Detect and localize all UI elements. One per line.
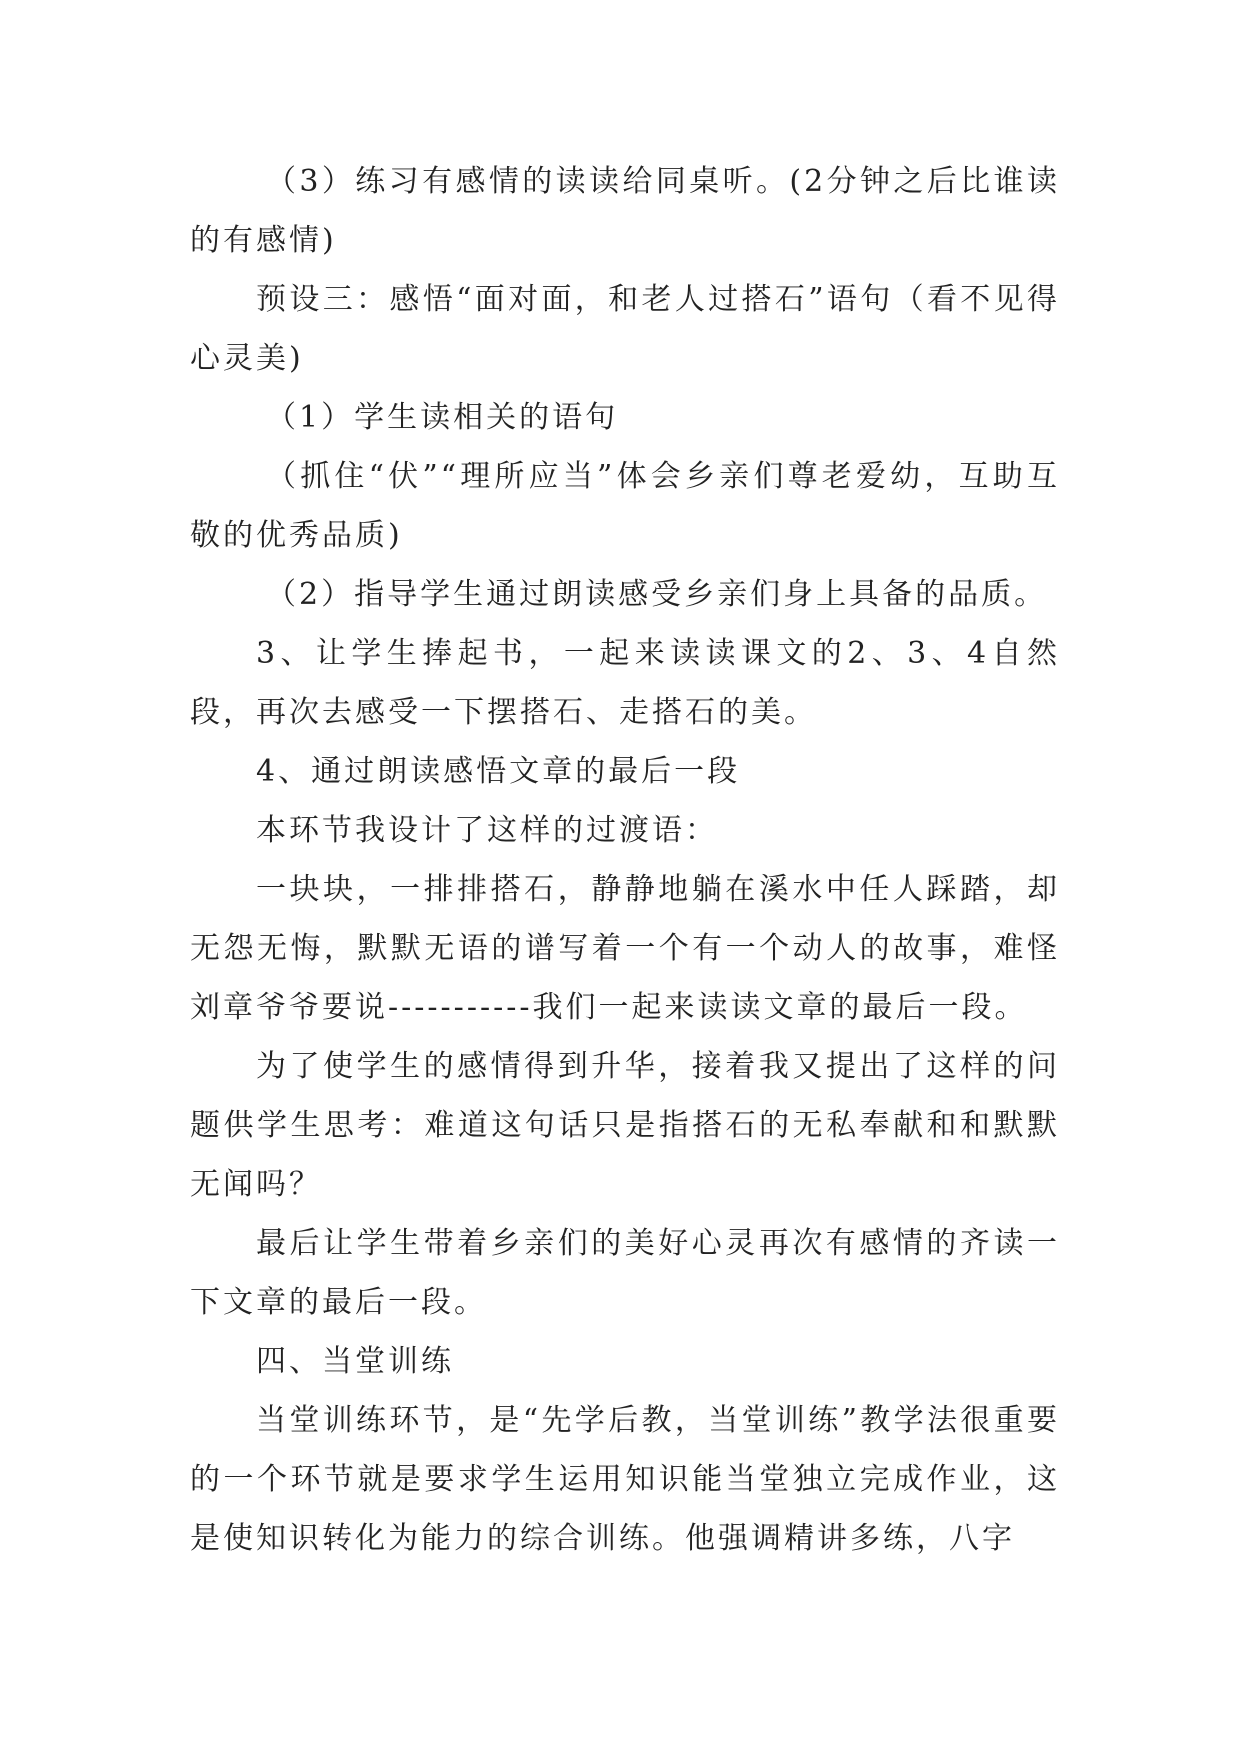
paragraph-sublimation: 为了使学生的感情得到升华，接着我又提出了这样的问题供学生思考：难道这句话只是指搭石的无私奉献和和默默无闻吗？ — [190, 1049, 1060, 1202]
paragraph-grasp-keywords: （抓住“伏”“理所应当”体会乡亲们尊老爱幼，互助互敬的优秀品质) — [190, 459, 1060, 553]
paragraph-final-reading: 最后让学生带着乡亲们的美好心灵再次有感情的齐读一下文章的最后一段。 — [190, 1226, 1060, 1320]
section-heading-training: 四、当堂训练 — [256, 1344, 454, 1379]
paragraph-practice-reading: （3）练习有感情的读读给同桌听。(2分钟之后比谁读的有感情) — [190, 164, 1060, 258]
paragraph-read-sentences: （1）学生读相关的语句 — [266, 400, 619, 435]
paragraph-guide-reading: （2）指导学生通过朗读感受乡亲们身上具备的品质。 — [266, 577, 1048, 612]
paragraph-training-description: 当堂训练环节，是“先学后教，当堂训练”教学法很重要的一个环节就是要求学生运用知识能当堂独立完成作业，这是使知识转化为能力的综合训练。他强调精讲多练，八字 — [190, 1403, 1060, 1556]
paragraph-step-three: 3、让学生捧起书，一起来读读课文的2、3、4自然段，再次去感受一下摆搭石、走搭石的美。 — [190, 636, 1060, 730]
paragraph-transition-intro: 本环节我设计了这样的过渡语： — [256, 813, 718, 848]
paragraph-step-four: 4、通过朗读感悟文章的最后一段 — [256, 754, 741, 789]
paragraph-preset-three: 预设三：感悟“面对面，和老人过搭石”语句（看不见得心灵美) — [190, 282, 1060, 376]
paragraph-transition-text: 一块块，一排排搭石，静静地躺在溪水中任人踩踏，却无怨无悔，默默无语的谱写着一个有一个动人的故事，难怪刘章爷爷要说-----------我们一起来读读文章的最后一段。 — [190, 872, 1060, 1025]
document-body — [190, 152, 1060, 1568]
